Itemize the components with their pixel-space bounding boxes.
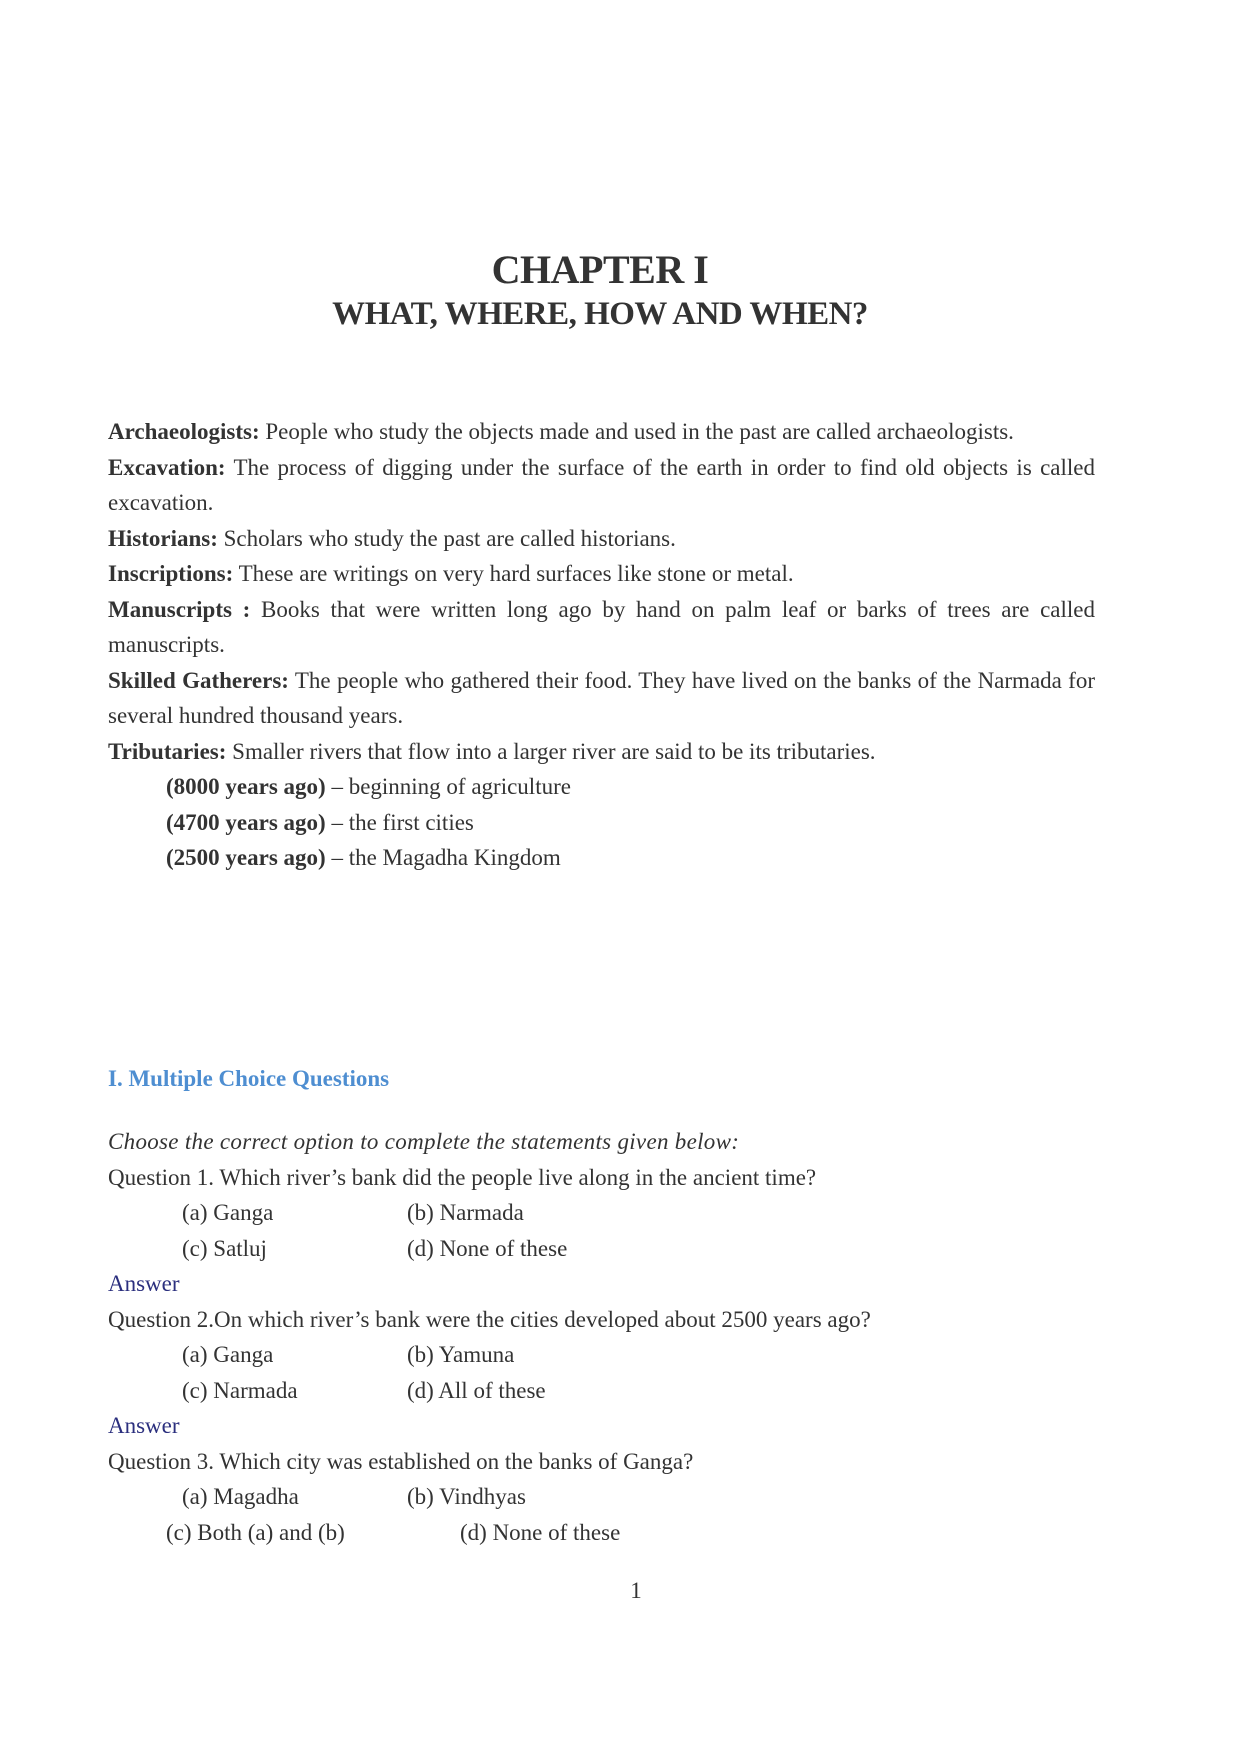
definition-term: Tributaries:	[108, 738, 227, 764]
timeline-event: – beginning of agriculture	[325, 774, 571, 799]
mcq-block	[108, 1124, 1108, 1550]
question-2: Question 2.On which river’s bank were the cities developed about 2500 years ago?	[108, 1306, 871, 1332]
option-d: (d) None of these	[460, 1519, 621, 1545]
definition-historians	[108, 521, 1095, 557]
timeline-item	[166, 769, 1095, 805]
definition-term: Archaeologists:	[108, 419, 260, 444]
definition-term: Inscriptions:	[108, 561, 234, 586]
definition-inscriptions	[108, 556, 1095, 592]
timeline-item	[166, 840, 1095, 876]
option-b: (b) Narmada	[407, 1200, 524, 1225]
definition-term: Skilled Gatherers:	[108, 667, 289, 693]
definition-text: These are writings on very hard surfaces like stone or metal.	[233, 561, 794, 586]
options-row	[108, 1195, 1108, 1231]
options-row	[108, 1337, 1108, 1373]
chapter-title: CHAPTER I	[491, 247, 709, 292]
definition-text: The process of digging under the surface of the earth in order to find old objects is called excavation.	[108, 454, 1095, 515]
page-number: 1	[630, 1578, 642, 1603]
option-c: (c) Narmada	[182, 1377, 298, 1403]
answer-link[interactable]: Answer	[108, 1271, 180, 1296]
options-row	[108, 1479, 1108, 1515]
option-a: (a) Ganga	[182, 1342, 274, 1367]
option-d: (d) All of these	[407, 1377, 546, 1403]
section-title: I. Multiple Choice Questions	[108, 1066, 390, 1091]
options-row	[108, 1373, 1108, 1409]
options-row	[108, 1515, 1108, 1551]
timeline-date: (2500 years ago)	[166, 845, 326, 870]
definition-term: Manuscripts :	[108, 596, 251, 622]
instruction-text: Choose the correct option to complete the statements given below:	[108, 1129, 740, 1154]
chapter-subtitle: WHAT, WHERE, HOW AND WHEN?	[332, 296, 868, 332]
answer-link[interactable]: Answer	[108, 1413, 180, 1438]
definition-text: People who study the objects made and used in the past are called archaeologists.	[259, 419, 1014, 444]
definition-tributaries	[108, 734, 1095, 770]
options-row	[108, 1231, 1108, 1267]
definition-text: Books that were written long ago by hand on palm leaf or barks of trees are called manuscripts.	[108, 596, 1095, 657]
timeline-event: – the first cities	[325, 809, 474, 835]
definition-text: Scholars who study the past are called historians.	[217, 525, 676, 551]
definition-term: Historians:	[108, 525, 218, 551]
question-1: Question 1. Which river’s bank did the people live along in the ancient time?	[108, 1164, 817, 1190]
option-c: (c) Satluj	[182, 1235, 267, 1261]
timeline-date: (8000 years ago)	[166, 774, 326, 799]
option-d: (d) None of these	[407, 1235, 568, 1261]
option-c: (c) Both (a) and (b)	[166, 1519, 345, 1545]
definitions-block	[108, 414, 1095, 876]
timeline-item	[166, 805, 1095, 841]
definition-skilled-gatherers	[108, 663, 1095, 734]
option-a: (a) Ganga	[182, 1200, 274, 1225]
option-a: (a) Magadha	[182, 1484, 299, 1509]
timeline-event: – the Magadha Kingdom	[325, 845, 561, 870]
definition-text: The people who gathered their food. They have lived on the banks of the Narmada for several hundred thousand years.	[108, 667, 1096, 728]
option-b: (b) Vindhyas	[407, 1484, 526, 1509]
timeline-date: (4700 years ago)	[166, 809, 326, 835]
definition-term: Excavation:	[108, 454, 226, 480]
definition-text: Smaller rivers that flow into a larger river are said to be its tributaries.	[226, 738, 876, 764]
definition-archaeologists	[108, 414, 1095, 450]
option-b: (b) Yamuna	[407, 1342, 515, 1367]
question-3: Question 3. Which city was established on the banks of Ganga?	[108, 1448, 694, 1474]
definition-excavation	[108, 450, 1095, 521]
definition-manuscripts	[108, 592, 1095, 663]
